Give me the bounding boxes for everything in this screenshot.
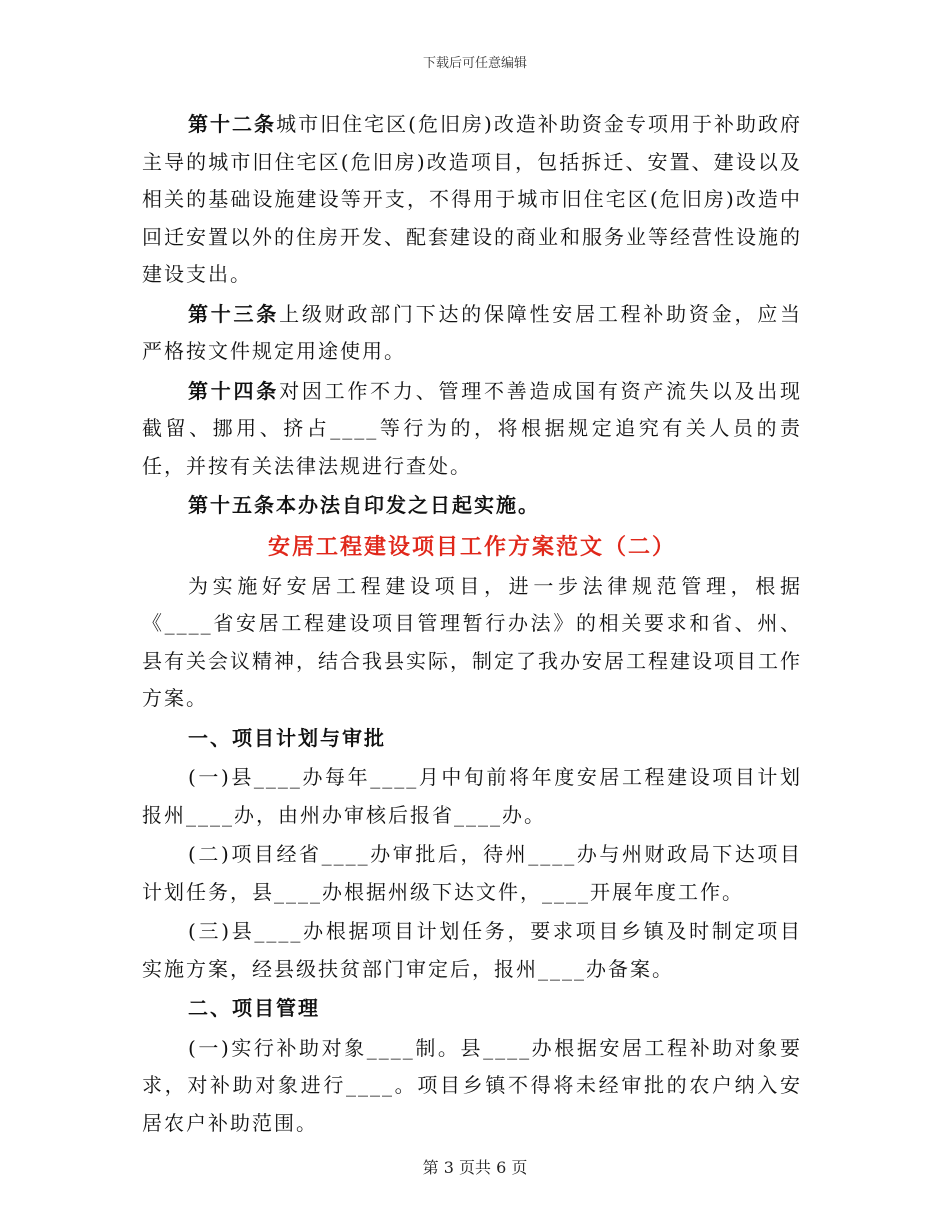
article-text: 城市旧住宅区(危旧房)改造补助资金专项用于补助政府主导的城市旧住宅区(危旧房)改造项目，包括拆迁、安置、建设以及相关的基础设施建设等开支，不得用于城市旧住宅区(危旧房)改造中回迁安置以外的住房开发、配套建设的商业和服务业等经营性设施的建设支出。 <box>142 112 803 286</box>
section1-item: (二)项目经省____办审批后，待州____办与州财政局下达项目计划任务，县____办根据州级下达文件，____开展年度工作。 <box>142 842 802 904</box>
article-text: 对因工作不力、管理不善造成国有资产流失以及出现截留、挪用、挤占____等行为的，将根据规定追究有关人员的责任，并按有关法律法规进行查处。 <box>142 378 803 478</box>
section2-item: (一)实行补助对象____制。县____办根据安居工程补助对象要求，对补助对象进行____。项目乡镇不得将未经审批的农户纳入安居农户补助范围。 <box>142 1035 802 1135</box>
article-15: 第十五条本办法自印发之日起实施。 <box>188 493 540 517</box>
page-header: 下载后可任意编辑 <box>422 56 527 71</box>
article-13 <box>142 296 802 371</box>
article-label: 第十三条 <box>188 301 280 326</box>
article-text: 上级财政部门下达的保障性安居工程补助资金，应当严格按文件规定用途使用。 <box>142 301 803 363</box>
section-heading-1: 一、项目计划与审批 <box>188 725 386 750</box>
article-12 <box>142 106 802 294</box>
section-heading-2: 二、项目管理 <box>188 996 320 1020</box>
page-number: 第 3 页共 6 页 <box>422 1158 528 1177</box>
article-label: 第十四条 <box>188 378 280 403</box>
document-body <box>142 106 802 1144</box>
document-title: 安居工程建设项目工作方案范文（二） <box>267 533 676 560</box>
section1-item: (一)县____办每年____月中旬前将年度安居工程建设项目计划报州____办，由州办审核后报省____办。 <box>142 765 802 827</box>
article-14 <box>142 373 802 486</box>
section1-item: (三)县____办根据项目计划任务，要求项目乡镇及时制定项目实施方案，经县级扶贫部门审定后，报州____办备案。 <box>142 919 802 981</box>
article-label: 第十二条 <box>188 112 277 136</box>
intro-paragraph: 为实施好安居工程建设项目，进一步法律规范管理，根据《____省安居工程建设项目管理暂行办法》的相关要求和省、州、县有关会议精神，结合我县实际，制定了我办安居工程建设项目工作方案。 <box>142 573 802 710</box>
